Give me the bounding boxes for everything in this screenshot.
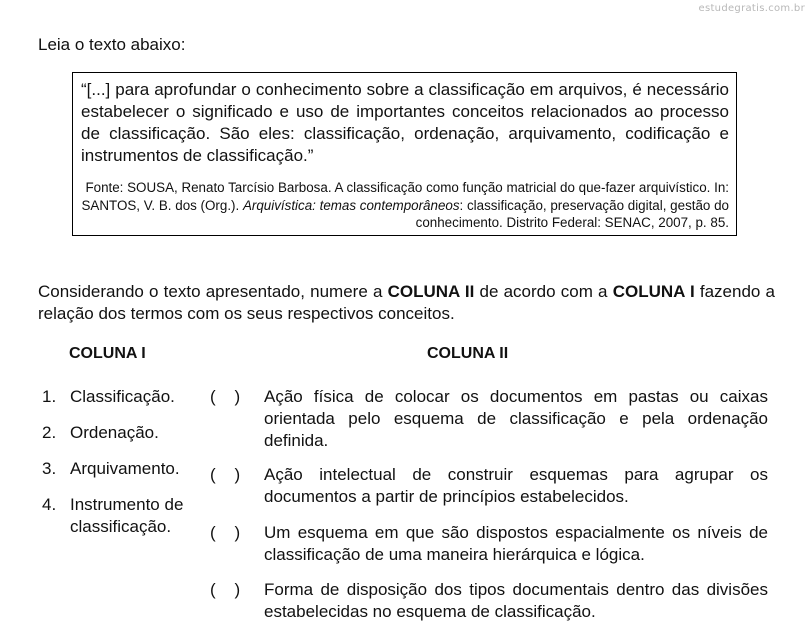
watermark: estudegratis.com.br bbox=[698, 3, 805, 14]
quote-text: “[...] para aprofundar o conhecimento sobre a classificação em arquivos, é necessário estabelecer o significado e uso de importantes conceitos relacionados ao processo de classificação. São eles: classificação, ordenação, arquivamento, codificação e instrumentos de classificação.” bbox=[81, 80, 729, 165]
answer-blank[interactable]: ( ) bbox=[210, 465, 241, 484]
instruction-part2: de acordo com a bbox=[474, 282, 613, 301]
column2-text: Um esquema em que são dispostos espacialmente os níveis de classificação de uma maneira hierárquica e lógica. bbox=[264, 523, 768, 564]
column1-item bbox=[42, 386, 175, 408]
instruction-bold-coluna-ii: COLUNA II bbox=[387, 282, 475, 301]
column2-text: Ação física de colocar os documentos em pastas ou caixas orientada pelo esquema de classificação e pela ordenação definida. bbox=[264, 387, 768, 450]
item-number: 2. bbox=[42, 423, 57, 442]
column1-item bbox=[42, 422, 159, 444]
column1-header: COLUNA I bbox=[69, 345, 146, 362]
item-label: Arquivamento. bbox=[70, 459, 180, 478]
answer-blank[interactable]: ( ) bbox=[210, 523, 241, 542]
source-suffix: : classificação, preservação digital, gestão do conhecimento. Distrito Federal: SENAC, 2007, p. 85. bbox=[415, 197, 729, 230]
column2-header: COLUNA II bbox=[427, 345, 509, 362]
answer-blank[interactable]: ( ) bbox=[210, 387, 241, 406]
instruction-part1: Considerando o texto apresentado, numere a bbox=[38, 282, 388, 301]
column1-item bbox=[42, 494, 200, 538]
column1-item bbox=[42, 458, 180, 480]
intro-text: Leia o texto abaixo: bbox=[38, 35, 186, 54]
source-title: Arquivística: temas contemporâneos bbox=[242, 197, 460, 213]
answer-blank[interactable]: ( ) bbox=[210, 580, 241, 599]
instruction-part3: fazendo a relação dos termos com os seus respectivos conceitos. bbox=[38, 282, 776, 323]
item-label: Classificação. bbox=[70, 387, 175, 406]
source-prefix: Fonte: SOUSA, Renato Tarcísio Barbosa. A classificação como função matricial do que-fazer arquivístico. In: SANTOS, V. B. dos (Org.). bbox=[81, 180, 729, 213]
item-label: Ordenação. bbox=[70, 423, 159, 442]
column2-text: Ação intelectual de construir esquemas para agrupar os documentos a partir de princípios estabelecidos. bbox=[264, 465, 768, 506]
item-number: 3. bbox=[42, 459, 57, 478]
quote-box bbox=[72, 72, 737, 236]
instruction-bold-coluna-i: COLUNA I bbox=[612, 282, 695, 301]
item-number: 1. bbox=[42, 387, 57, 406]
item-label: Instrumento de classificação. bbox=[70, 495, 184, 536]
instruction-text bbox=[38, 281, 775, 325]
column2-text: Forma de disposição dos tipos documentais dentro das divisões estabelecidas no esquema de classificação. bbox=[264, 580, 768, 621]
quote-source bbox=[81, 179, 729, 232]
item-number: 4. bbox=[42, 495, 57, 514]
